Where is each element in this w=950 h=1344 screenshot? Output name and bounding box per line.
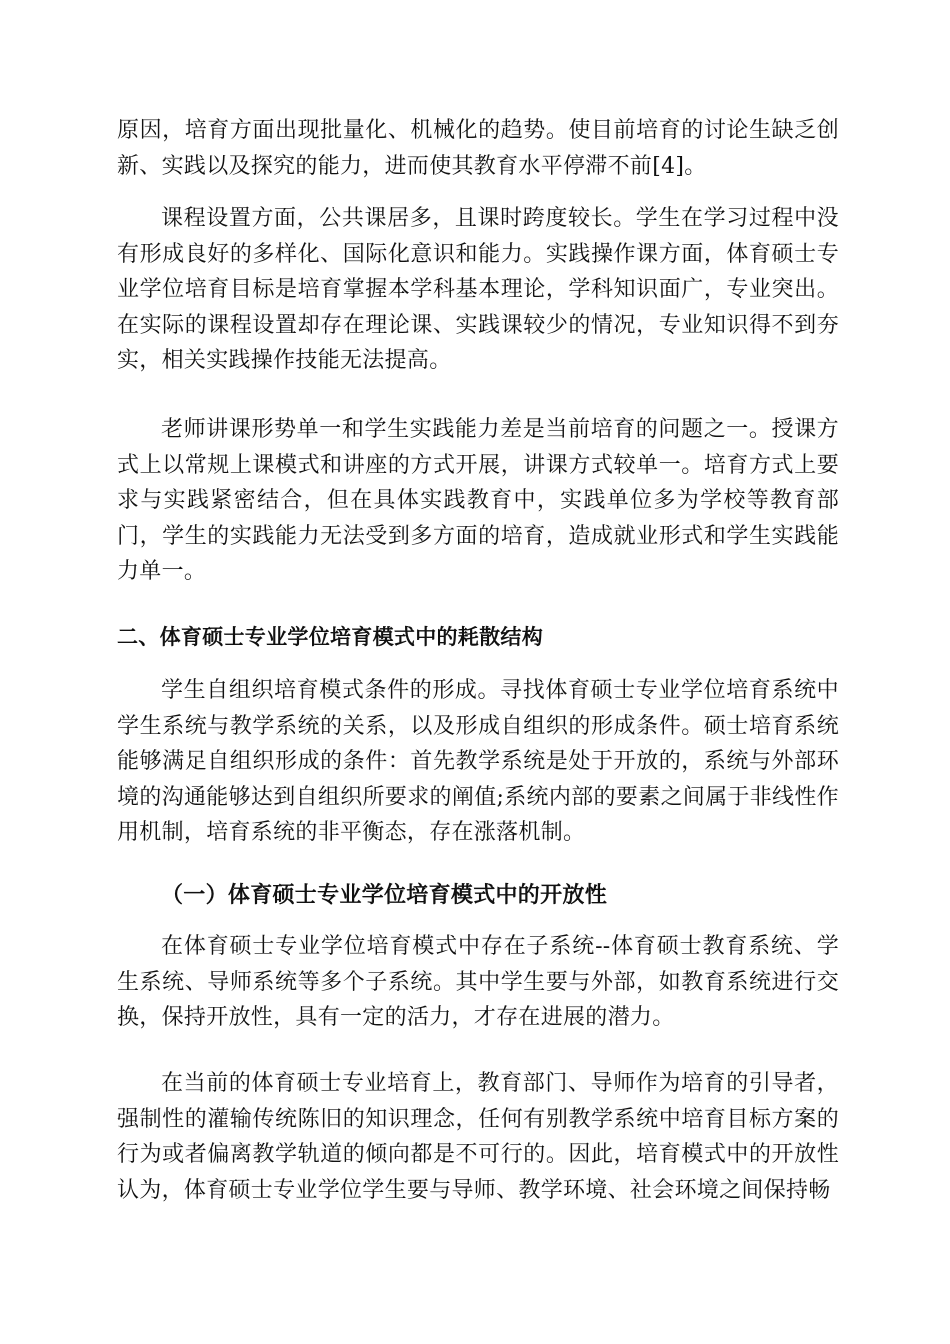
paragraph-openness-practice: 在当前的体育硕士专业培育上，教育部门、导师作为培育的引导者，强制性的灌输传统陈旧的知识理念，任何有别教学系统中培育目标方案的行为或者偏离教学轨道的倾向都是不可行的。因此，培育模式中的开放性认为，体育硕士专业学位学生要与导师、教学环境、社会环境之间保持畅: [117, 1071, 839, 1203]
paragraph-curriculum: 课程设置方面，公共课居多，且课时跨度较长。学生在学习过程中没有形成良好的多样化、国际化意识和能力。实践操作课方面，体育硕士专业学位培育目标是培育掌握本学科基本理论，学科知识面广，专业突出。在实际的课程设置却存在理论课、实践课较少的情况，专业知识得不到夯实，相关实践操作技能无法提高。: [117, 206, 839, 373]
paragraph-self-organization: 学生自组织培育模式条件的形成。寻找体育硕士专业学位培育系统中学生系统与教学系统的关系，以及形成自组织的形成条件。硕士培育系统能够满足自组织形成的条件：首先教学系统是处于开放的，系统与外部环境的沟通能够达到自组织所要求的阐值;系统内部的要素之间属于非线性作用机制，培育系统的非平衡态，存在涨落机制。: [117, 678, 839, 845]
paragraph-causes: 原因，培育方面出现批量化、机械化的趋势。使目前培育的讨论生缺乏创新、实践以及探究的能力，进而使其教育水平停滞不前[4]。: [117, 118, 839, 179]
paragraph-teaching-methods: 老师讲课形势单一和学生实践能力差是当前培育的问题之一。授课方式上以常规上课模式和讲座的方式开展，讲课方式较单一。培育方式上要求与实践紧密结合，但在具体实践教育中，实践单位多为学校等教育部门，学生的实践能力无法受到多方面的培育，造成就业形式和学生实践能力单一。: [117, 417, 839, 584]
section-heading-dissipative-structure: 二、体育硕士专业学位培育模式中的耗散结构: [117, 625, 543, 649]
subsection-heading-openness: （一）体育硕士专业学位培育模式中的开放性: [161, 882, 608, 908]
paragraph-subsystems: 在体育硕士专业学位培育模式中存在子系统--体育硕士教育系统、学生系统、导师系统等多个子系统。其中学生要与外部，如教育系统进行交换，保持开放性，具有一定的活力，才存在进展的潜力。: [117, 934, 839, 1030]
